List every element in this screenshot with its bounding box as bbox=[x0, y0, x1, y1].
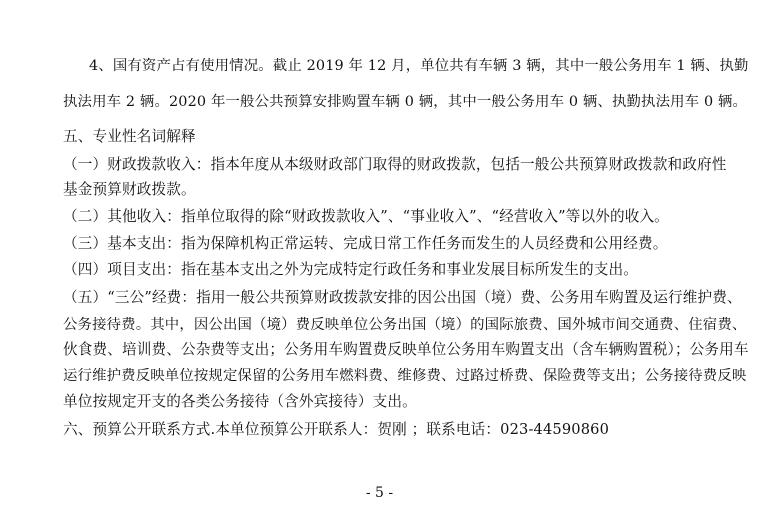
text-line: （四）项目支出：指在基本支出之外为完成特定行政任务和事业发展目标所发生的支出。 bbox=[63, 261, 639, 278]
text-line: 4、国有资产占有使用情况。截止 2019 年 12 月，单位共有车辆 3 辆，其中一般公务用车 1 辆、执勤 bbox=[89, 58, 749, 74]
text-line: （五）“三公”经费：指用一般公共预算财政拨款安排的因公出国（境）费、公务用车购置及运行维护费、 bbox=[63, 289, 742, 306]
text-line: 执法用车 2 辆。2020 年一般公共预算安排购置车辆 0 辆，其中一般公务用车 0 辆、执勤执法用车 0 辆。 bbox=[63, 94, 748, 110]
text-line: 运行维护费反映单位按规定保留的公务用车燃料费、维修费、过路过桥费、保险费等支出；公务接待费反映 bbox=[63, 368, 747, 384]
text-line: 单位按规定开支的各类公务接待（含外宾接待）支出。 bbox=[63, 393, 417, 410]
section-heading: 五、专业性名词解释 bbox=[63, 128, 196, 145]
section-heading: 六、预算公开联系方式.本单位预算公开联系人：贺刚 ；联系电话：023-44590860 bbox=[63, 421, 610, 438]
page-number: - 5 - bbox=[365, 485, 394, 501]
text-line: （二）其他收入：指单位取得的除“财政拨款收入”、“事业收入”、“经营收入”等以外的收入。 bbox=[63, 208, 669, 225]
text-line: 基金预算财政拨款。 bbox=[63, 181, 196, 198]
text-line: 伙食费、培训费、公杂费等支出；公务用车购置费反映单位公务用车购置支出（含车辆购置税）；公务用车 bbox=[63, 341, 749, 358]
text-line: （一）财政拨款收入：指本年度从本级财政部门取得的财政拨款，包括一般公共预算财政拨款和政府性 bbox=[63, 156, 727, 173]
text-line: 公务接待费。其中，因公出国（境）费反映单位公务出国（境）的国际旅费、国外城市间交通费、住宿费、 bbox=[63, 317, 747, 333]
text-line: （三）基本支出：指为保障机构正常运转、完成日常工作任务而发生的人员经费和公用经费。 bbox=[63, 235, 668, 252]
